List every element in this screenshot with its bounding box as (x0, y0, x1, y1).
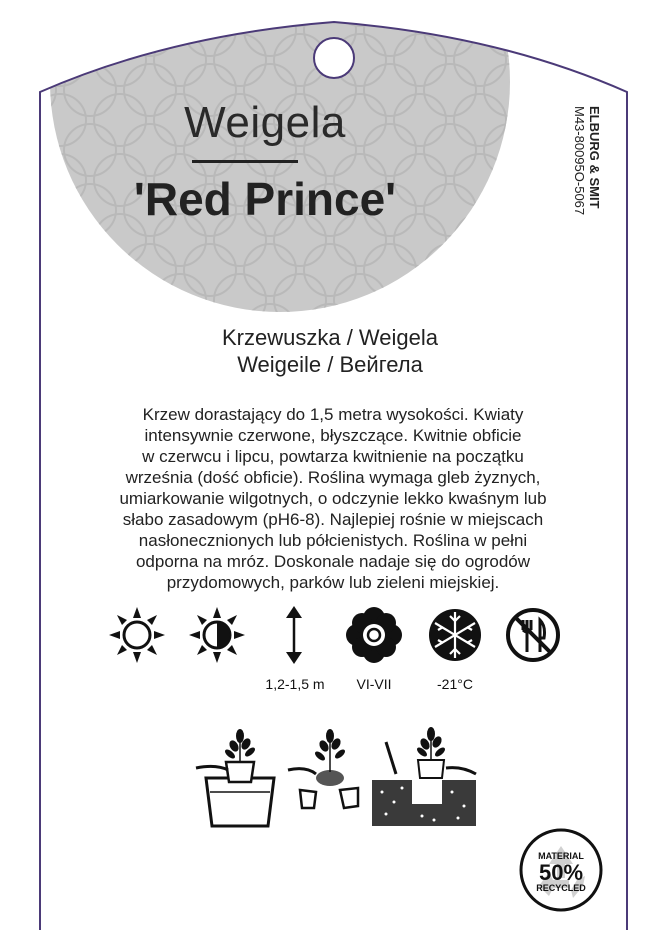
recycled-material-badge (519, 828, 603, 912)
flower-icon (345, 606, 403, 664)
planting-step-water-icon (196, 722, 284, 828)
recycle-line1: MATERIAL (538, 851, 584, 861)
title-divider (192, 160, 298, 163)
description-line: września (dość obficie). Roślina wymaga gleb żyznych, (125, 468, 541, 487)
product-code: M43-80095O-5067 (572, 106, 587, 216)
description (72, 404, 594, 593)
height-label: 1,2-1,5 m (265, 676, 325, 692)
genus-title: Weigela (184, 98, 346, 147)
common-name-line1: Krzewuszka / Weigela (221, 325, 438, 350)
common-name-line2: Weigeile / Вейгела (237, 352, 423, 377)
frost-hardy-snowflake-icon (426, 606, 484, 664)
description-line: odporna na mróz. Doskonale nadaje się do ogrodów (135, 552, 531, 571)
not-edible-icon (504, 606, 562, 664)
description-line: nasłonecznionych lub półcienistych. Roślina w pełni (138, 531, 528, 550)
description-line: słabo zasadowym (pH6-8). Najlepiej rośnie w miejscach (122, 510, 544, 529)
height-arrow-icon (282, 606, 306, 664)
brand-name: ELBURG & SMIT (587, 106, 602, 209)
full-sun-icon (108, 606, 166, 664)
recycle-percent: 50% (538, 860, 584, 885)
hanging-hole (314, 38, 354, 78)
side-code (572, 104, 616, 244)
description-line: umiarkowanie wilgotnych, o odczynie lekko kwaśnym lub (119, 489, 547, 508)
planting-step-plant-icon (372, 722, 476, 826)
description-line: Krzew dorastający do 1,5 metra wysokości. Kwiaty (142, 405, 524, 424)
flowering-label: VI-VII (356, 676, 392, 692)
description-line: intensywnie czerwone, błyszczące. Kwitnie obficie (144, 426, 522, 445)
description-line: w czerwcu i lipcu, powtarza kwitnienie na początku (142, 447, 524, 466)
cultivar-title: 'Red Prince' (133, 173, 397, 225)
recycle-line3: RECYCLED (536, 883, 586, 893)
hardiness-label: -21°C (437, 676, 473, 692)
planting-step-unpot-icon (288, 722, 370, 814)
partial-shade-icon (188, 606, 246, 664)
description-line: przydomowych, parków lub zieleni miejskiej. (166, 573, 500, 592)
